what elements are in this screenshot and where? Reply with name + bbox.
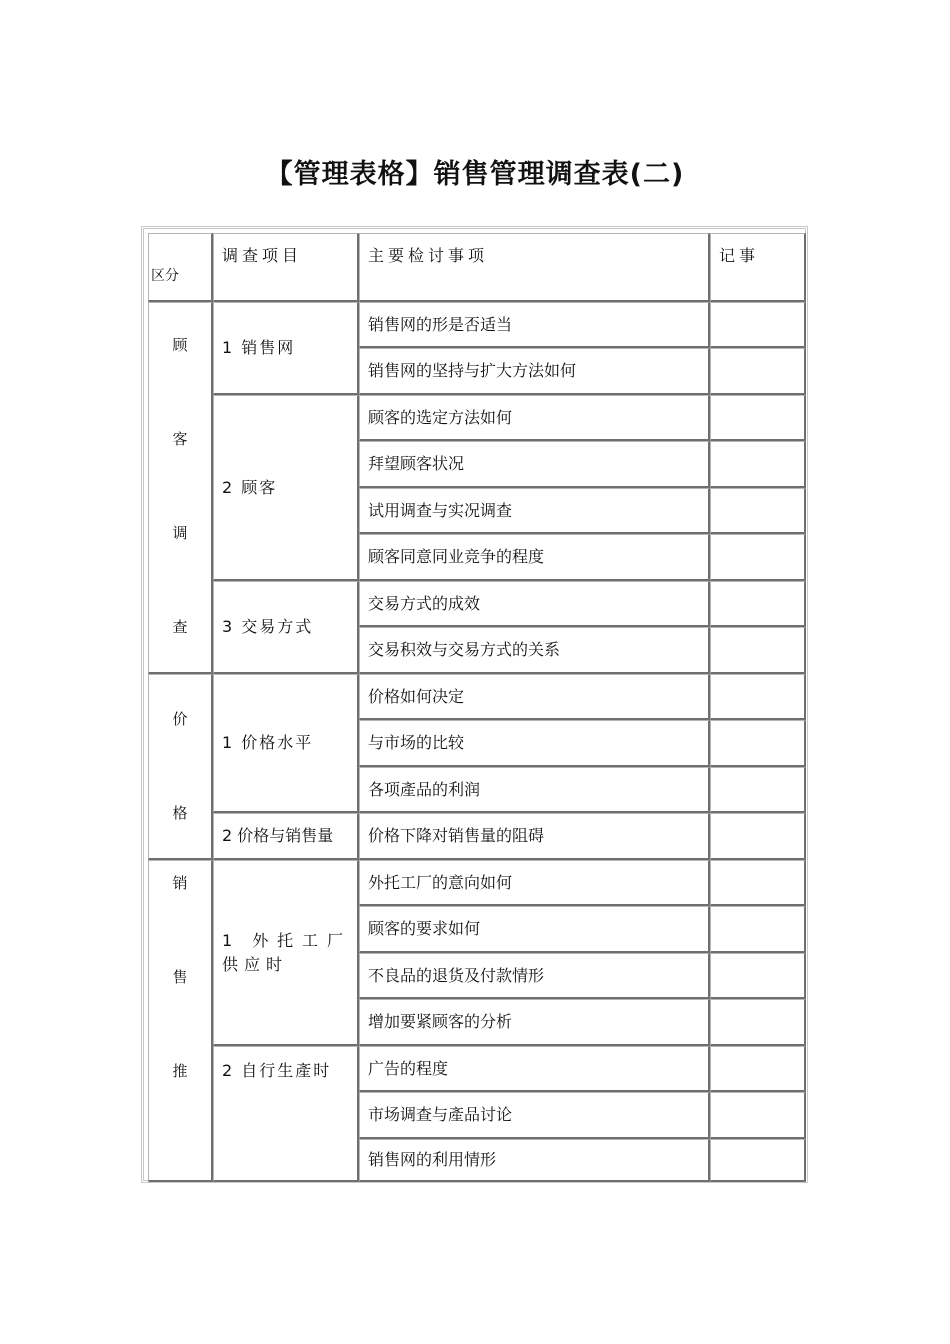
note-cell[interactable] — [710, 767, 806, 813]
detail-cell: 外托工厂的意向如何 — [359, 860, 710, 906]
item-cell: 1 价格水平 — [213, 674, 359, 813]
survey-table — [141, 226, 808, 1183]
detail-cell: 价格如何决定 — [359, 674, 710, 720]
page-title: 【管理表格】销售管理调查表(二) — [265, 159, 685, 190]
note-cell[interactable] — [710, 348, 806, 395]
item-cell: 2 自行生產时 — [213, 1046, 359, 1182]
detail-cell: 增加要紧顾客的分析 — [359, 999, 710, 1046]
note-cell[interactable] — [710, 813, 806, 860]
header-note: 记事 — [710, 233, 806, 302]
item-cell: 2 价格与销售量 — [213, 813, 359, 860]
note-cell[interactable] — [710, 999, 806, 1046]
note-cell[interactable] — [710, 395, 806, 441]
detail-cell: 顾客的选定方法如何 — [359, 395, 710, 441]
detail-cell: 销售网的利用情形 — [359, 1139, 710, 1182]
item-cell: 2 顾客 — [213, 395, 359, 581]
detail-cell: 不良品的退货及付款情形 — [359, 953, 710, 999]
header-item: 调查项目 — [213, 233, 359, 302]
item-cell: 3 交易方式 — [213, 581, 359, 674]
note-cell[interactable] — [710, 1046, 806, 1092]
note-cell[interactable] — [710, 534, 806, 581]
section-price: 价 格 — [148, 674, 213, 860]
detail-cell: 拜望顾客状况 — [359, 441, 710, 488]
section-sales-promotion: 销 售 推 — [148, 860, 213, 1182]
detail-cell: 销售网的坚持与扩大方法如何 — [359, 348, 710, 395]
note-cell[interactable] — [710, 627, 806, 674]
detail-cell: 各项產品的利润 — [359, 767, 710, 813]
detail-cell: 与市场的比较 — [359, 720, 710, 767]
note-cell[interactable] — [710, 906, 806, 953]
note-cell[interactable] — [710, 1092, 806, 1139]
note-cell[interactable] — [710, 953, 806, 999]
note-cell[interactable] — [710, 860, 806, 906]
item-cell: 1 外托工厂供应时 — [213, 860, 359, 1046]
header-detail: 主要检讨事项 — [359, 233, 710, 302]
note-cell[interactable] — [710, 488, 806, 534]
detail-cell: 销售网的形是否适当 — [359, 302, 710, 348]
note-cell[interactable] — [710, 581, 806, 627]
detail-cell: 交易积效与交易方式的关系 — [359, 627, 710, 674]
detail-cell: 价格下降对销售量的阻碍 — [359, 813, 710, 860]
item-cell: 1 销售网 — [213, 302, 359, 395]
detail-cell: 试用调查与实况调查 — [359, 488, 710, 534]
detail-cell: 顾客的要求如何 — [359, 906, 710, 953]
detail-cell: 交易方式的成效 — [359, 581, 710, 627]
detail-cell: 顾客同意同业竞争的程度 — [359, 534, 710, 581]
note-cell[interactable] — [710, 441, 806, 488]
note-cell[interactable] — [710, 720, 806, 767]
header-qufen: 区分 — [148, 233, 213, 302]
note-cell[interactable] — [710, 674, 806, 720]
note-cell[interactable] — [710, 1139, 806, 1182]
note-cell[interactable] — [710, 302, 806, 348]
detail-cell: 广告的程度 — [359, 1046, 710, 1092]
detail-cell: 市场调查与產品讨论 — [359, 1092, 710, 1139]
section-customer-survey: 顾 客 调 查 — [148, 302, 213, 674]
